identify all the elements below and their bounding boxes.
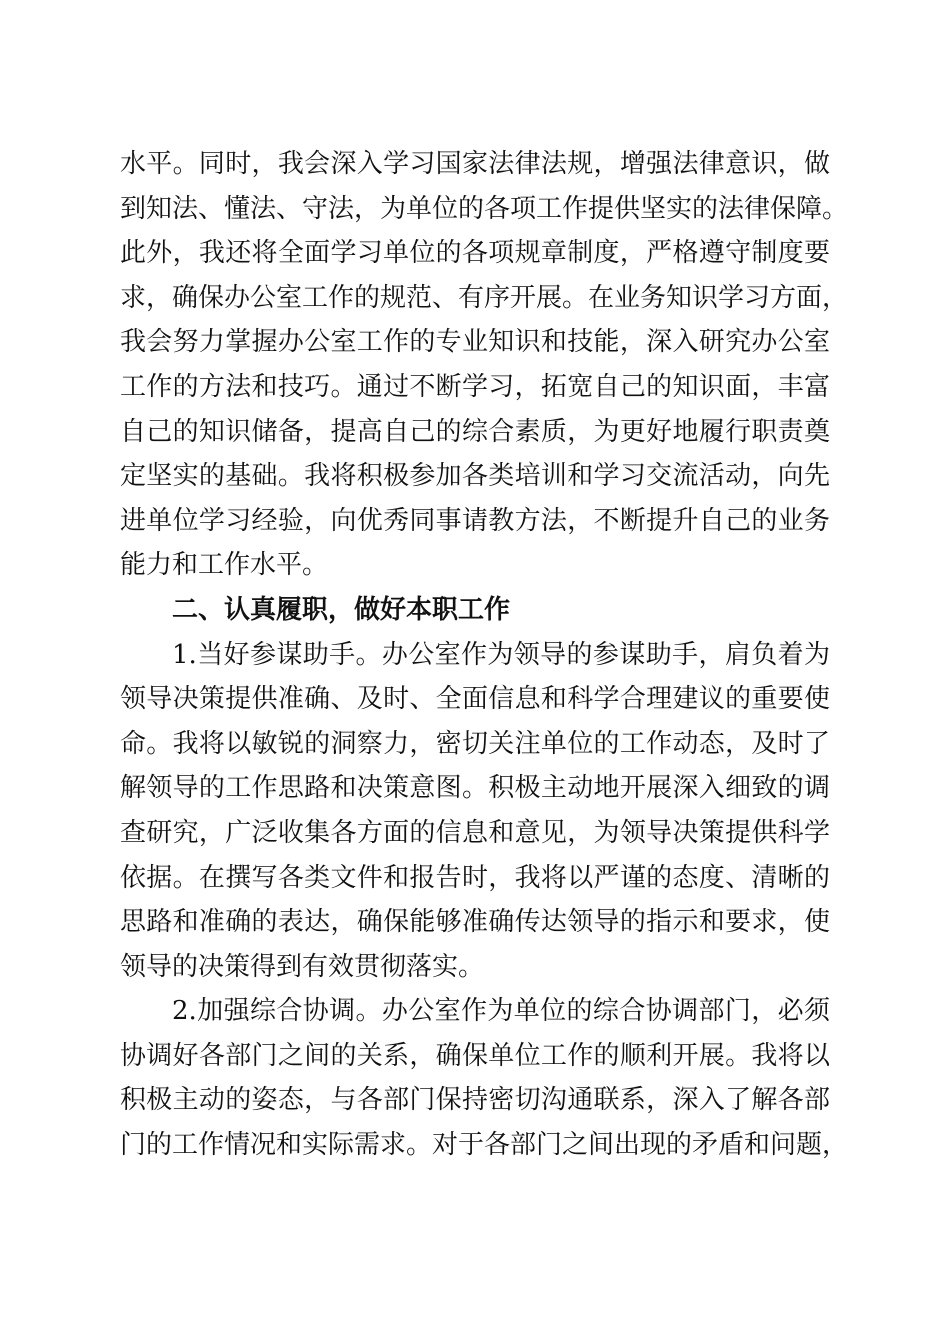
paragraph-1 bbox=[120, 142, 849, 588]
paragraph-line: 自己的知识储备，提高自己的综合素质，为更好地履行职责奠 bbox=[120, 416, 830, 447]
paragraph-line: 1.当好参谋助手。办公室作为领导的参谋助手，肩负着为 bbox=[172, 639, 830, 670]
paragraph-line: 门的工作情况和实际需求。对于各部门之间出现的矛盾和问题， bbox=[120, 1130, 849, 1161]
paragraph-line: 积极主动的姿态，与各部门保持密切沟通联系，深入了解各部 bbox=[120, 1085, 830, 1116]
paragraph-line: 协调好各部门之间的关系，确保单位工作的顺利开展。我将以 bbox=[120, 1040, 830, 1071]
paragraph-line: 命。我将以敏锐的洞察力，密切关注单位的工作动态，及时了 bbox=[120, 728, 830, 759]
paragraph-line: 求，确保办公室工作的规范、有序开展。在业务知识学习方面， bbox=[120, 282, 849, 313]
paragraph-2 bbox=[120, 633, 830, 990]
paragraph-line: 工作的方法和技巧。通过不断学习，拓宽自己的知识面，丰富 bbox=[120, 371, 830, 402]
paragraph-line: 到知法、懂法、守法，为单位的各项工作提供坚实的法律保障。 bbox=[120, 193, 849, 224]
paragraph-line: 水平。同时，我会深入学习国家法律法规，增强法律意识，做 bbox=[120, 149, 830, 179]
paragraph-line: 我会努力掌握办公室工作的专业知识和技能，深入研究办公室 bbox=[120, 327, 830, 358]
paragraph-line: 查研究，广泛收集各方面的信息和意见，为领导决策提供科学 bbox=[120, 817, 830, 848]
document-body bbox=[120, 142, 849, 1168]
paragraph-line: 领导决策提供准确、及时、全面信息和科学合理建议的重要使 bbox=[120, 684, 830, 715]
paragraph-line: 领导的决策得到有效贯彻落实。 bbox=[120, 951, 485, 982]
paragraph-line: 此外，我还将全面学习单位的各项规章制度，严格遵守制度要 bbox=[120, 238, 830, 269]
paragraph-line: 2.加强综合协调。办公室作为单位的综合协调部门，必须 bbox=[172, 996, 830, 1027]
paragraph-line: 依据。在撰写各类文件和报告时，我将以严谨的态度、清晰的 bbox=[120, 862, 830, 893]
paragraph-line: 定坚实的基础。我将积极参加各类培训和学习交流活动，向先 bbox=[120, 461, 830, 492]
section-heading: 二、认真履职，做好本职工作 bbox=[172, 594, 511, 625]
paragraph-line: 进单位学习经验，向优秀同事请教方法，不断提升自己的业务 bbox=[120, 505, 830, 536]
paragraph-line: 思路和准确的表达，确保能够准确传达领导的指示和要求，使 bbox=[120, 907, 830, 938]
paragraph-line: 能力和工作水平。 bbox=[120, 550, 329, 581]
paragraph-3 bbox=[120, 989, 849, 1167]
paragraph-line: 解领导的工作思路和决策意图。积极主动地开展深入细致的调 bbox=[120, 773, 830, 804]
